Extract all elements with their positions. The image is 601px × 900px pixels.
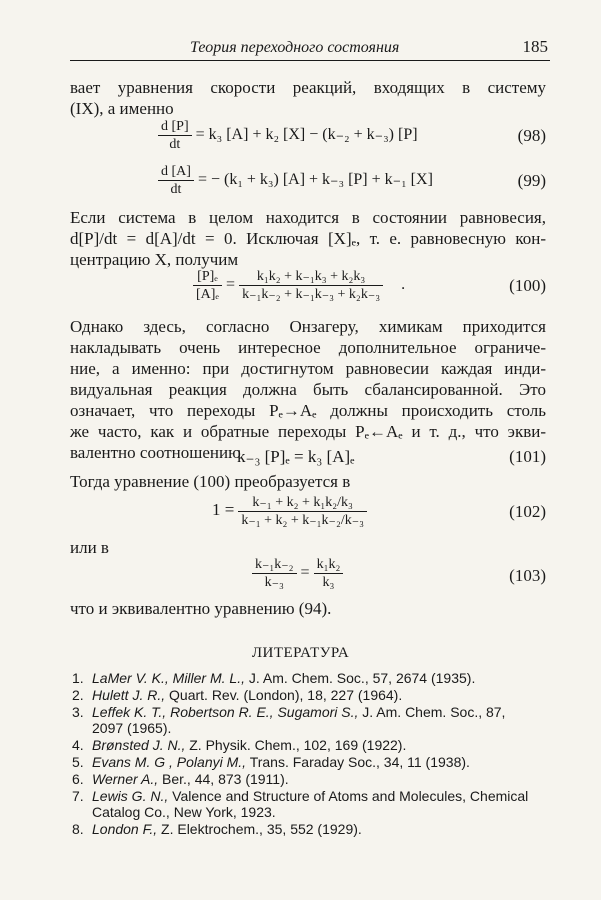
equation-102 [212, 494, 367, 529]
para2-line3: центрацию X, получим [70, 250, 239, 269]
eq103-left-numerator: k₋₁k₋₂ [252, 556, 297, 574]
eq102-fraction [238, 494, 367, 529]
eq103-right-numerator: k₁k₂ [314, 556, 344, 574]
para4: Тогда уравнение (100) преобразуется в [70, 472, 351, 491]
eq103-label: (103) [509, 566, 546, 585]
para5: или в [70, 538, 109, 557]
reference-authors: Brønsted J. N., [92, 737, 186, 753]
para3-line4: видуальная реакция должна быть сбалансированной. Это [70, 380, 546, 399]
eq98-numerator: d [P] [158, 118, 192, 136]
reference-text [92, 704, 540, 736]
reference-number: 5. [72, 754, 84, 770]
para1-line1: вает уравнения скорости реакций, входящих в систему [70, 78, 546, 97]
reference-item [72, 754, 542, 770]
reference-authors: Hulett J. R., [92, 687, 166, 703]
eq103-right-denominator: k₃ [322, 575, 335, 590]
references-title: ЛИТЕРАТУРА [251, 645, 350, 661]
reference-text [92, 821, 540, 837]
eq100-right-denominator: k₋₁k₋₂ + k₋₁k₋₃ + k₂k₋₃ [242, 287, 381, 302]
reference-number: 8. [72, 821, 84, 837]
reference-item [72, 788, 542, 820]
para3-line2: накладывать очень интересное дополнительное ограниче- [70, 338, 546, 357]
eq102-numerator: k₋₁ + k₂ + k₁k₂/k₃ [238, 494, 367, 512]
header-title: Теория переходного состояния [190, 39, 400, 56]
reference-item [72, 687, 542, 703]
eq99-denominator: dt [170, 182, 182, 197]
reference-number: 4. [72, 737, 84, 753]
reference-source: Trans. Faraday Soc., 34, 11 (1938). [246, 754, 470, 770]
eq99-rhs: = − (k₁ + k₃) [A] + k₋₃ [P] + k₋₁ [X] [197, 171, 433, 189]
reference-source: Z. Elektrochem., 35, 552 (1929). [157, 821, 362, 837]
eq98-label: (98) [517, 126, 546, 145]
reference-text [92, 687, 540, 703]
eq98-fraction [158, 118, 192, 153]
eq101-label: (101) [509, 447, 546, 466]
eq100-left-numerator: [P]ₑ [193, 268, 222, 286]
eq100-left-fraction [193, 268, 222, 303]
para3-line1: Однако здесь, согласно Онзагеру, химикам приходится [70, 317, 546, 336]
para3-line7: валентно соотношению [70, 443, 241, 462]
equation-101: k₋₃ [P]ₑ = k₃ [A]ₑ [237, 447, 355, 466]
reference-item [72, 670, 542, 686]
para1-line2: (IX), а именно [70, 99, 174, 118]
para2-line2: d[P]/dt = d[A]/dt = 0. Исключая [X]ₑ, т. е. равновесную кон- [70, 229, 546, 248]
reference-authors: Lewis G. N., [92, 788, 169, 804]
reference-item [72, 771, 542, 787]
reference-text [92, 754, 540, 770]
eq103-left-fraction [252, 556, 297, 591]
eq100-dot: . [401, 276, 406, 294]
page-number: 185 [522, 37, 548, 56]
reference-item [72, 821, 542, 837]
eq103-equals: = [300, 564, 310, 582]
reference-number: 1. [72, 670, 84, 686]
eq99-fraction [158, 163, 194, 198]
reference-source: Valence and Structure of Atoms and Molecules, Chemical Catalog Co., New York, 1923. [92, 788, 529, 820]
eq102-denominator: k₋₁ + k₂ + k₋₁k₋₂/k₋₃ [241, 513, 364, 528]
eq103-left-denominator: k₋₃ [264, 575, 284, 590]
reference-text [92, 771, 540, 787]
eq102-lhs: 1 = [212, 500, 235, 520]
running-header [70, 36, 550, 61]
para2-line1: Если система в целом находится в состоянии равновесия, [70, 208, 546, 227]
reference-number: 3. [72, 704, 84, 720]
reference-authors: Evans M. G , Polanyi M., [92, 754, 247, 770]
reference-text [92, 788, 540, 820]
equation-100: $\frac{\text{[P]ₑ}}{\text{[A]ₑ}}$ = $\frac{\text{k₁k₂ + k₋₁k₃ + k₂k₃}}{\text{k₋₁k₋₂ + k₋₁k₋₃ + k₂k₋₃}}$ . [193, 268, 405, 303]
eq100-label: (100) [509, 276, 546, 295]
reference-text [92, 670, 540, 686]
eq103-right-fraction [314, 556, 344, 591]
reference-number: 2. [72, 687, 84, 703]
reference-source: Z. Physik. Chem., 102, 169 (1922). [185, 737, 407, 753]
reference-source: J. Am. Chem. Soc., 57, 2674 (1935). [245, 670, 476, 686]
eq99-numerator: d [A] [158, 163, 194, 181]
equation-98 [158, 118, 418, 153]
reference-authors: Leffek K. T., Robertson R. E., Sugamori S., [92, 704, 359, 720]
reference-item [72, 704, 542, 736]
reference-source: J. Am. Chem. Soc., 87, 2097 (1965). [92, 704, 506, 736]
para6: что и эквивалентно уравнению (94). [70, 599, 332, 618]
reference-number: 7. [72, 788, 84, 804]
reference-source: Quart. Rev. (London), 18, 227 (1964). [165, 687, 403, 703]
equation-99 [158, 163, 433, 198]
reference-source: Ber., 44, 873 (1911). [158, 771, 289, 787]
reference-text [92, 737, 540, 753]
eq99-label: (99) [517, 171, 546, 190]
equation-103 [252, 556, 343, 591]
eq98-rhs: = k₃ [A] + k₂ [X] − (k₋₂ + k₋₃) [P] [195, 126, 418, 144]
eq100-right-numerator: k₁k₂ + k₋₁k₃ + k₂k₃ [239, 268, 383, 286]
eq100-right-fraction [239, 268, 383, 303]
reference-number: 6. [72, 771, 84, 787]
reference-authors: London F., [92, 821, 158, 837]
para3-line3: ние, а именно: при достигнутом равновесии каждая инди- [70, 359, 546, 378]
eq98-denominator: dt [169, 137, 181, 152]
eq102-label: (102) [509, 502, 546, 521]
eq100-left-denominator: [A]ₑ [196, 287, 220, 302]
para3-line5: означает, что переходы Pₑ→Aₑ должны происходить столь [70, 401, 546, 420]
reference-authors: Werner A., [92, 771, 159, 787]
para3-line6: же часто, как и обратные переходы Pₑ←Aₑ и т. д., что экви- [70, 422, 546, 441]
reference-authors: LaMer V. K., Miller M. L., [92, 670, 245, 686]
reference-item [72, 737, 542, 753]
